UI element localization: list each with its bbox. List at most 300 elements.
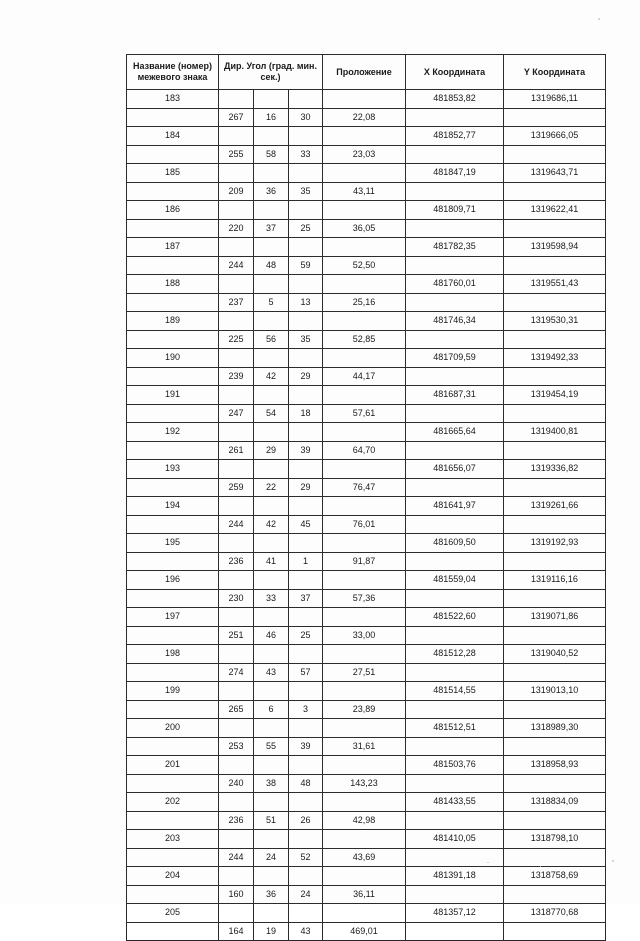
empty-cell bbox=[127, 811, 219, 830]
empty-cell bbox=[289, 164, 323, 183]
mark-name-cell: 200 bbox=[127, 719, 219, 738]
x-coordinate-cell: 481559,04 bbox=[406, 571, 504, 590]
empty-cell bbox=[254, 238, 289, 257]
angle-minutes-cell: 36 bbox=[254, 885, 289, 904]
scan-speck bbox=[598, 18, 600, 20]
empty-cell bbox=[323, 793, 406, 812]
mark-name-cell: 191 bbox=[127, 386, 219, 405]
angle-seconds-cell: 26 bbox=[289, 811, 323, 830]
mark-name-cell: 194 bbox=[127, 497, 219, 516]
empty-cell bbox=[289, 238, 323, 257]
empty-cell bbox=[406, 626, 504, 645]
empty-cell bbox=[254, 682, 289, 701]
empty-cell bbox=[254, 867, 289, 886]
table-body bbox=[127, 90, 606, 941]
length-cell: 57,36 bbox=[323, 589, 406, 608]
segment-row bbox=[127, 848, 606, 867]
empty-cell bbox=[323, 830, 406, 849]
y-coordinate-cell: 1319071,86 bbox=[504, 608, 606, 627]
x-coordinate-cell: 481522,60 bbox=[406, 608, 504, 627]
x-coordinate-cell: 481514,55 bbox=[406, 682, 504, 701]
angle-seconds-cell: 59 bbox=[289, 256, 323, 275]
angle-degrees-cell: 261 bbox=[219, 441, 254, 460]
empty-cell bbox=[219, 756, 254, 775]
empty-cell bbox=[323, 497, 406, 516]
angle-minutes-cell: 19 bbox=[254, 922, 289, 941]
mark-name-cell: 196 bbox=[127, 571, 219, 590]
empty-cell bbox=[504, 108, 606, 127]
empty-cell bbox=[254, 534, 289, 553]
length-cell: 22,08 bbox=[323, 108, 406, 127]
segment-row bbox=[127, 552, 606, 571]
angle-seconds-cell: 57 bbox=[289, 663, 323, 682]
empty-cell bbox=[323, 867, 406, 886]
angle-seconds-cell: 30 bbox=[289, 108, 323, 127]
empty-cell bbox=[406, 108, 504, 127]
point-row bbox=[127, 127, 606, 146]
angle-degrees-cell: 230 bbox=[219, 589, 254, 608]
empty-cell bbox=[504, 256, 606, 275]
angle-minutes-cell: 16 bbox=[254, 108, 289, 127]
empty-cell bbox=[504, 589, 606, 608]
empty-cell bbox=[254, 719, 289, 738]
empty-cell bbox=[289, 571, 323, 590]
angle-degrees-cell: 267 bbox=[219, 108, 254, 127]
empty-cell bbox=[504, 145, 606, 164]
segment-row bbox=[127, 589, 606, 608]
empty-cell bbox=[323, 275, 406, 294]
angle-degrees-cell: 236 bbox=[219, 811, 254, 830]
empty-cell bbox=[504, 182, 606, 201]
empty-cell bbox=[219, 534, 254, 553]
y-coordinate-cell: 1318798,10 bbox=[504, 830, 606, 849]
empty-cell bbox=[504, 848, 606, 867]
y-coordinate-cell: 1319598,94 bbox=[504, 238, 606, 257]
empty-cell bbox=[254, 608, 289, 627]
segment-row bbox=[127, 330, 606, 349]
angle-minutes-cell: 24 bbox=[254, 848, 289, 867]
point-row bbox=[127, 719, 606, 738]
empty-cell bbox=[406, 293, 504, 312]
empty-cell bbox=[323, 608, 406, 627]
empty-cell bbox=[289, 793, 323, 812]
angle-minutes-cell: 38 bbox=[254, 774, 289, 793]
angle-degrees-cell: 237 bbox=[219, 293, 254, 312]
y-coordinate-cell: 1319400,81 bbox=[504, 423, 606, 442]
empty-cell bbox=[219, 793, 254, 812]
boundary-coordinates-table bbox=[126, 54, 606, 941]
segment-row bbox=[127, 737, 606, 756]
point-row bbox=[127, 756, 606, 775]
empty-cell bbox=[406, 441, 504, 460]
empty-cell bbox=[289, 349, 323, 368]
angle-degrees-cell: 236 bbox=[219, 552, 254, 571]
empty-cell bbox=[127, 182, 219, 201]
segment-row bbox=[127, 145, 606, 164]
y-coordinate-cell: 1319261,66 bbox=[504, 497, 606, 516]
empty-cell bbox=[254, 90, 289, 109]
empty-cell bbox=[406, 811, 504, 830]
x-coordinate-cell: 481512,28 bbox=[406, 645, 504, 664]
y-coordinate-cell: 1318758,69 bbox=[504, 867, 606, 886]
x-coordinate-cell: 481709,59 bbox=[406, 349, 504, 368]
mark-name-cell: 184 bbox=[127, 127, 219, 146]
angle-seconds-cell: 39 bbox=[289, 441, 323, 460]
scan-speck bbox=[540, 866, 541, 867]
x-coordinate-cell: 481665,64 bbox=[406, 423, 504, 442]
empty-cell bbox=[127, 626, 219, 645]
empty-cell bbox=[127, 330, 219, 349]
empty-cell bbox=[254, 386, 289, 405]
y-coordinate-cell: 1319040,52 bbox=[504, 645, 606, 664]
empty-cell bbox=[504, 552, 606, 571]
y-coordinate-cell: 1318834,09 bbox=[504, 793, 606, 812]
empty-cell bbox=[127, 145, 219, 164]
empty-cell bbox=[323, 534, 406, 553]
length-cell: 76,01 bbox=[323, 515, 406, 534]
angle-degrees-cell: 164 bbox=[219, 922, 254, 941]
empty-cell bbox=[289, 312, 323, 331]
empty-cell bbox=[254, 571, 289, 590]
angle-minutes-cell: 5 bbox=[254, 293, 289, 312]
point-row bbox=[127, 571, 606, 590]
mark-name-cell: 189 bbox=[127, 312, 219, 331]
angle-minutes-cell: 36 bbox=[254, 182, 289, 201]
empty-cell bbox=[289, 275, 323, 294]
length-cell: 469,01 bbox=[323, 922, 406, 941]
segment-row bbox=[127, 922, 606, 941]
point-row bbox=[127, 645, 606, 664]
point-row bbox=[127, 460, 606, 479]
empty-cell bbox=[219, 460, 254, 479]
angle-seconds-cell: 39 bbox=[289, 737, 323, 756]
empty-cell bbox=[504, 293, 606, 312]
empty-cell bbox=[219, 682, 254, 701]
segment-row bbox=[127, 293, 606, 312]
empty-cell bbox=[323, 682, 406, 701]
empty-cell bbox=[219, 349, 254, 368]
segment-row bbox=[127, 108, 606, 127]
length-cell: 23,03 bbox=[323, 145, 406, 164]
angle-minutes-cell: 56 bbox=[254, 330, 289, 349]
empty-cell bbox=[219, 830, 254, 849]
empty-cell bbox=[219, 497, 254, 516]
empty-cell bbox=[323, 164, 406, 183]
x-coordinate-cell: 481809,71 bbox=[406, 201, 504, 220]
angle-degrees-cell: 209 bbox=[219, 182, 254, 201]
empty-cell bbox=[127, 108, 219, 127]
angle-degrees-cell: 160 bbox=[219, 885, 254, 904]
mark-name-cell: 186 bbox=[127, 201, 219, 220]
empty-cell bbox=[406, 367, 504, 386]
length-cell: 57,61 bbox=[323, 404, 406, 423]
length-cell: 52,85 bbox=[323, 330, 406, 349]
empty-cell bbox=[504, 737, 606, 756]
point-row bbox=[127, 238, 606, 257]
empty-cell bbox=[323, 312, 406, 331]
empty-cell bbox=[406, 848, 504, 867]
mark-name-cell: 203 bbox=[127, 830, 219, 849]
empty-cell bbox=[323, 349, 406, 368]
length-cell: 143,23 bbox=[323, 774, 406, 793]
empty-cell bbox=[323, 645, 406, 664]
empty-cell bbox=[504, 404, 606, 423]
angle-minutes-cell: 43 bbox=[254, 663, 289, 682]
point-row bbox=[127, 682, 606, 701]
point-row bbox=[127, 90, 606, 109]
point-row bbox=[127, 793, 606, 812]
angle-minutes-cell: 42 bbox=[254, 367, 289, 386]
angle-minutes-cell: 29 bbox=[254, 441, 289, 460]
point-row bbox=[127, 349, 606, 368]
x-coordinate-cell: 481503,76 bbox=[406, 756, 504, 775]
empty-cell bbox=[323, 460, 406, 479]
y-coordinate-cell: 1319013,10 bbox=[504, 682, 606, 701]
length-cell: 64,70 bbox=[323, 441, 406, 460]
empty-cell bbox=[127, 774, 219, 793]
length-cell: 43,11 bbox=[323, 182, 406, 201]
length-cell: 44,17 bbox=[323, 367, 406, 386]
y-coordinate-cell: 1319192,93 bbox=[504, 534, 606, 553]
length-cell: 23,89 bbox=[323, 700, 406, 719]
empty-cell bbox=[289, 386, 323, 405]
empty-cell bbox=[504, 700, 606, 719]
empty-cell bbox=[406, 182, 504, 201]
point-row bbox=[127, 201, 606, 220]
empty-cell bbox=[127, 478, 219, 497]
point-row bbox=[127, 534, 606, 553]
mark-name-cell: 198 bbox=[127, 645, 219, 664]
empty-cell bbox=[323, 423, 406, 442]
empty-cell bbox=[323, 127, 406, 146]
angle-minutes-cell: 58 bbox=[254, 145, 289, 164]
y-coordinate-cell: 1319551,43 bbox=[504, 275, 606, 294]
segment-row bbox=[127, 811, 606, 830]
segment-row bbox=[127, 441, 606, 460]
x-coordinate-cell: 481641,97 bbox=[406, 497, 504, 516]
empty-cell bbox=[219, 238, 254, 257]
mark-name-cell: 193 bbox=[127, 460, 219, 479]
empty-cell bbox=[323, 90, 406, 109]
empty-cell bbox=[254, 497, 289, 516]
mark-name-cell: 187 bbox=[127, 238, 219, 257]
x-coordinate-cell: 481512,51 bbox=[406, 719, 504, 738]
empty-cell bbox=[219, 164, 254, 183]
angle-degrees-cell: 244 bbox=[219, 848, 254, 867]
length-cell: 91,87 bbox=[323, 552, 406, 571]
empty-cell bbox=[254, 830, 289, 849]
angle-seconds-cell: 33 bbox=[289, 145, 323, 164]
segment-row bbox=[127, 885, 606, 904]
point-row bbox=[127, 608, 606, 627]
empty-cell bbox=[254, 904, 289, 923]
empty-cell bbox=[127, 885, 219, 904]
empty-cell bbox=[289, 867, 323, 886]
header-direction-angle: Дир. Угол (град. мин. сек.) bbox=[219, 55, 323, 90]
angle-seconds-cell: 35 bbox=[289, 330, 323, 349]
angle-seconds-cell: 52 bbox=[289, 848, 323, 867]
header-y-coordinate: Y Координата bbox=[504, 55, 606, 90]
empty-cell bbox=[219, 201, 254, 220]
length-cell: 36,11 bbox=[323, 885, 406, 904]
angle-degrees-cell: 247 bbox=[219, 404, 254, 423]
empty-cell bbox=[406, 552, 504, 571]
angle-minutes-cell: 48 bbox=[254, 256, 289, 275]
empty-cell bbox=[289, 90, 323, 109]
empty-cell bbox=[254, 201, 289, 220]
angle-seconds-cell: 24 bbox=[289, 885, 323, 904]
x-coordinate-cell: 481852,77 bbox=[406, 127, 504, 146]
empty-cell bbox=[406, 663, 504, 682]
segment-row bbox=[127, 256, 606, 275]
length-cell: 42,98 bbox=[323, 811, 406, 830]
empty-cell bbox=[323, 756, 406, 775]
angle-seconds-cell: 43 bbox=[289, 922, 323, 941]
angle-seconds-cell: 25 bbox=[289, 626, 323, 645]
angle-seconds-cell: 13 bbox=[289, 293, 323, 312]
empty-cell bbox=[504, 626, 606, 645]
length-cell: 25,16 bbox=[323, 293, 406, 312]
empty-cell bbox=[219, 423, 254, 442]
mark-name-cell: 202 bbox=[127, 793, 219, 812]
x-coordinate-cell: 481410,05 bbox=[406, 830, 504, 849]
empty-cell bbox=[254, 460, 289, 479]
segment-row bbox=[127, 219, 606, 238]
y-coordinate-cell: 1319622,41 bbox=[504, 201, 606, 220]
angle-seconds-cell: 45 bbox=[289, 515, 323, 534]
empty-cell bbox=[289, 682, 323, 701]
empty-cell bbox=[219, 867, 254, 886]
empty-cell bbox=[254, 127, 289, 146]
empty-cell bbox=[504, 922, 606, 941]
angle-degrees-cell: 244 bbox=[219, 256, 254, 275]
segment-row bbox=[127, 478, 606, 497]
empty-cell bbox=[504, 441, 606, 460]
segment-row bbox=[127, 367, 606, 386]
empty-cell bbox=[254, 275, 289, 294]
y-coordinate-cell: 1319686,11 bbox=[504, 90, 606, 109]
scan-speck bbox=[612, 860, 614, 862]
angle-degrees-cell: 253 bbox=[219, 737, 254, 756]
angle-seconds-cell: 48 bbox=[289, 774, 323, 793]
empty-cell bbox=[254, 423, 289, 442]
empty-cell bbox=[289, 645, 323, 664]
empty-cell bbox=[504, 478, 606, 497]
mark-name-cell: 192 bbox=[127, 423, 219, 442]
y-coordinate-cell: 1319336,82 bbox=[504, 460, 606, 479]
empty-cell bbox=[127, 441, 219, 460]
length-cell: 52,50 bbox=[323, 256, 406, 275]
angle-degrees-cell: 255 bbox=[219, 145, 254, 164]
empty-cell bbox=[219, 312, 254, 331]
empty-cell bbox=[406, 589, 504, 608]
empty-cell bbox=[406, 478, 504, 497]
x-coordinate-cell: 481760,01 bbox=[406, 275, 504, 294]
length-cell: 27,51 bbox=[323, 663, 406, 682]
empty-cell bbox=[406, 885, 504, 904]
angle-degrees-cell: 274 bbox=[219, 663, 254, 682]
segment-row bbox=[127, 182, 606, 201]
length-cell: 43,69 bbox=[323, 848, 406, 867]
mark-name-cell: 185 bbox=[127, 164, 219, 183]
empty-cell bbox=[289, 719, 323, 738]
y-coordinate-cell: 1318989,30 bbox=[504, 719, 606, 738]
empty-cell bbox=[406, 737, 504, 756]
angle-seconds-cell: 3 bbox=[289, 700, 323, 719]
y-coordinate-cell: 1319530,31 bbox=[504, 312, 606, 331]
mark-name-cell: 190 bbox=[127, 349, 219, 368]
mark-name-cell: 195 bbox=[127, 534, 219, 553]
angle-minutes-cell: 33 bbox=[254, 589, 289, 608]
header-mark-name: Название (номер) межевого знака bbox=[127, 55, 219, 90]
empty-cell bbox=[219, 275, 254, 294]
empty-cell bbox=[289, 460, 323, 479]
angle-minutes-cell: 42 bbox=[254, 515, 289, 534]
x-coordinate-cell: 481847,19 bbox=[406, 164, 504, 183]
empty-cell bbox=[406, 145, 504, 164]
angle-minutes-cell: 41 bbox=[254, 552, 289, 571]
angle-seconds-cell: 18 bbox=[289, 404, 323, 423]
angle-degrees-cell: 225 bbox=[219, 330, 254, 349]
point-row bbox=[127, 904, 606, 923]
angle-minutes-cell: 54 bbox=[254, 404, 289, 423]
mark-name-cell: 188 bbox=[127, 275, 219, 294]
point-row bbox=[127, 312, 606, 331]
angle-seconds-cell: 29 bbox=[289, 478, 323, 497]
empty-cell bbox=[504, 774, 606, 793]
empty-cell bbox=[127, 922, 219, 941]
y-coordinate-cell: 1319492,33 bbox=[504, 349, 606, 368]
empty-cell bbox=[406, 700, 504, 719]
empty-cell bbox=[289, 608, 323, 627]
header-x-coordinate: X Координата bbox=[406, 55, 504, 90]
empty-cell bbox=[219, 127, 254, 146]
empty-cell bbox=[289, 497, 323, 516]
y-coordinate-cell: 1319454,19 bbox=[504, 386, 606, 405]
y-coordinate-cell: 1318770,68 bbox=[504, 904, 606, 923]
x-coordinate-cell: 481853,82 bbox=[406, 90, 504, 109]
angle-degrees-cell: 240 bbox=[219, 774, 254, 793]
empty-cell bbox=[219, 645, 254, 664]
empty-cell bbox=[504, 663, 606, 682]
y-coordinate-cell: 1319666,05 bbox=[504, 127, 606, 146]
empty-cell bbox=[254, 756, 289, 775]
point-row bbox=[127, 423, 606, 442]
empty-cell bbox=[504, 515, 606, 534]
header-row bbox=[127, 55, 606, 90]
empty-cell bbox=[323, 904, 406, 923]
y-coordinate-cell: 1319643,71 bbox=[504, 164, 606, 183]
empty-cell bbox=[219, 608, 254, 627]
header-length: Проложение bbox=[323, 55, 406, 90]
angle-seconds-cell: 35 bbox=[289, 182, 323, 201]
empty-cell bbox=[254, 164, 289, 183]
empty-cell bbox=[504, 219, 606, 238]
x-coordinate-cell: 481656,07 bbox=[406, 460, 504, 479]
mark-name-cell: 201 bbox=[127, 756, 219, 775]
empty-cell bbox=[127, 515, 219, 534]
mark-name-cell: 183 bbox=[127, 90, 219, 109]
point-row bbox=[127, 386, 606, 405]
y-coordinate-cell: 1319116,16 bbox=[504, 571, 606, 590]
empty-cell bbox=[254, 645, 289, 664]
empty-cell bbox=[504, 885, 606, 904]
empty-cell bbox=[323, 201, 406, 220]
empty-cell bbox=[254, 793, 289, 812]
empty-cell bbox=[219, 90, 254, 109]
empty-cell bbox=[127, 219, 219, 238]
angle-minutes-cell: 55 bbox=[254, 737, 289, 756]
